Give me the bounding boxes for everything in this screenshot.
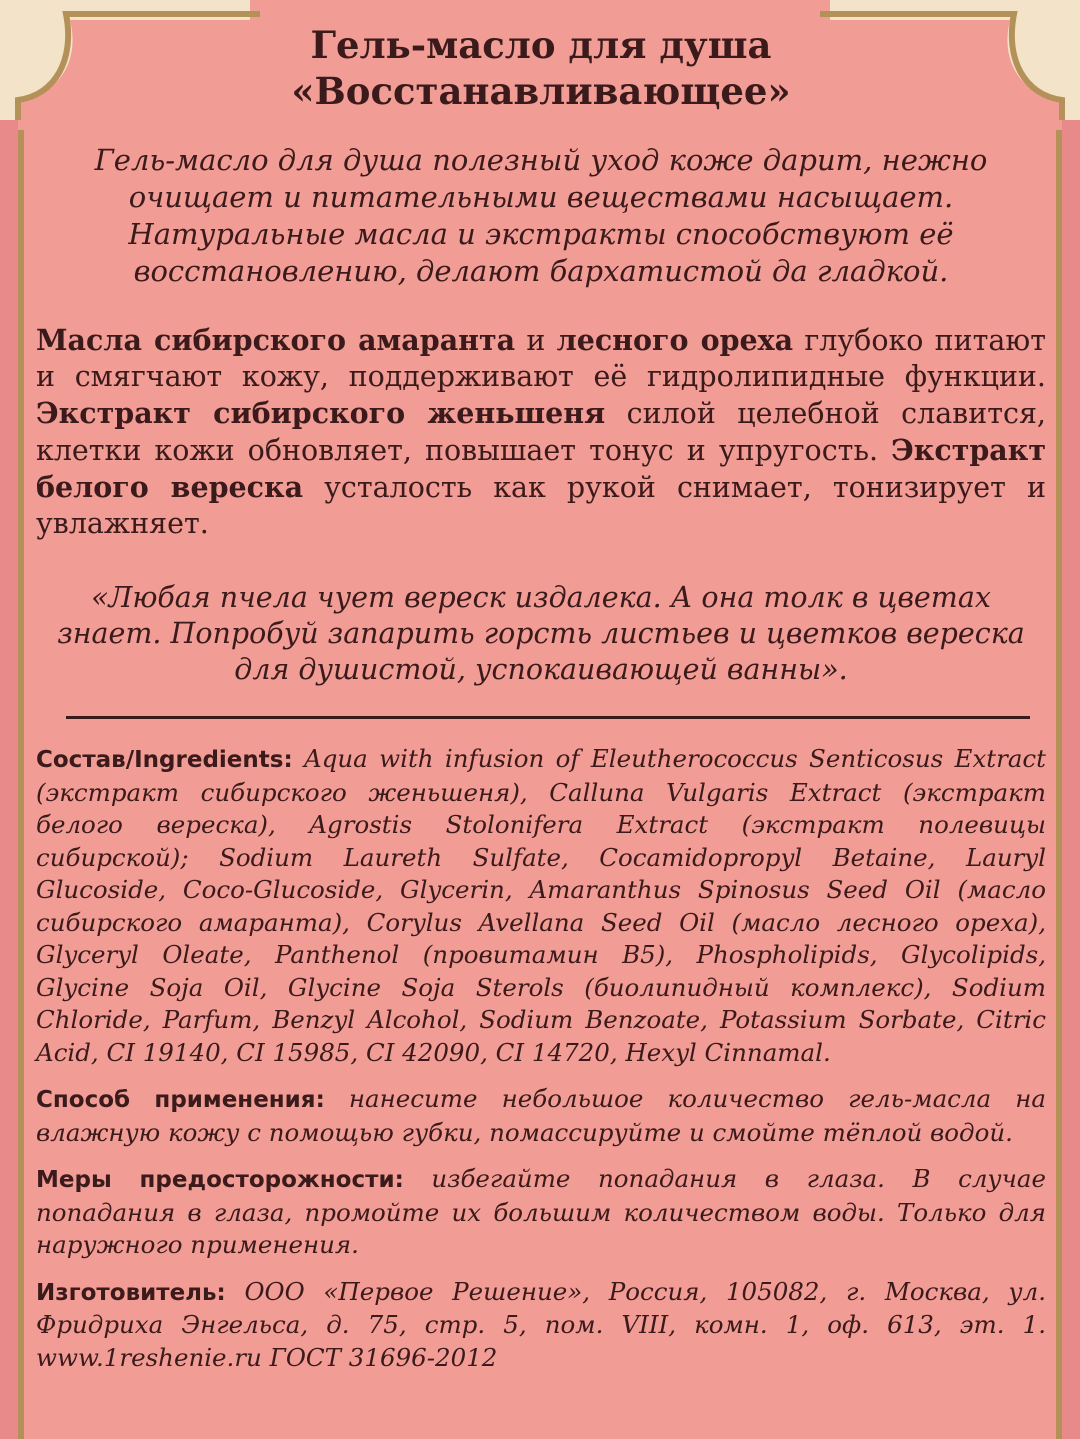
manufacturer-label: Изготовитель:	[36, 1279, 226, 1306]
ingredients-section	[36, 743, 1046, 1069]
benefit-amaranth-oil: Масла сибирского амаранта	[36, 323, 516, 357]
border-left	[18, 130, 24, 1439]
product-title	[36, 22, 1046, 114]
border-right	[1056, 130, 1062, 1439]
precautions-section	[36, 1163, 1046, 1262]
ingredients-text: Aqua with infusion of Eleutherococcus Senticosus Extract (экстракт сибирского женьшеня), Calluna Vulgaris Extract (экстракт белого вереска), Agrostis Stolonifera Extract (экстракт полевицы сибирской); Sodium Laureth Sulfate, Cocamidopropyl Betaine, Lauryl Glucoside, Coco-Glucoside, Glycerin, Amaranthus Spinosus Seed Oil (масло сибирского амаранта), Corylus Avellana Seed Oil (масло лесного ореха), Glyceryl Oleate, Panthenol (провитамин B5), Phospholipids, Glycolipids, Glycine Soja Oil, Glycine Soja Sterols (биолипидный комплекс), Sodium Chloride, Parfum, Benzyl Alcohol, Sodium Benzoate, Potassium Sorbate, Citric Acid, CI 19140, CI 15985, CI 42090, CI 14720, Hexyl Cinnamal.	[36, 744, 1046, 1067]
usage-text: нанесите небольшое количество гель-масла на влажную кожу с помощью губки, помассируйте и смойте тёплой водой.	[36, 1084, 1046, 1147]
benefit-heather-extract: Экстракт белого вереска	[36, 433, 1046, 504]
intro-text: Гель-масло для душа полезный уход коже дарит, нежно очищает и питательными веществами насыщает. Натуральные масла и экстракты способствуют её восстановлению, делают бархатистой да гладкой.	[94, 143, 988, 288]
ingredients-label: Состав/Ingredients:	[36, 747, 293, 773]
manufacturer-text: ООО «Первое Решение», Россия, 105082, г. Москва, ул. Фридриха Энгельса, д. 75, стр. 5, пом. VIII, комн. 1, оф. 613, эт. 1. www.1reshenie.ru ГОСТ 31696-2012	[36, 1276, 1046, 1372]
precautions-text: избегайте попадания в глаза. В случае попадания в глаза, промойте их большим количеством воды. Только для наружного применения.	[36, 1164, 1046, 1259]
precautions-label: Меры предосторожности:	[36, 1167, 404, 1193]
title-line-2: «Восстанавливающее»	[291, 69, 791, 113]
quote-text: «Любая пчела чует вереск издалека. А она толк в цветах знает. Попробуй запарить горсть листьев и цветков вереска для душистой, успокаивающей ванны».	[57, 581, 1025, 686]
label-content	[36, 0, 1046, 1374]
usage-label: Способ применения:	[36, 1087, 325, 1113]
benefit-hazelnut-oil: лесного ореха	[556, 323, 794, 357]
manufacturer-section	[36, 1276, 1046, 1375]
title-line-1: Гель-масло для душа	[310, 23, 772, 67]
benefit-ginseng-extract: Экстракт сибирского женьшеня	[36, 396, 606, 430]
divider	[66, 716, 1030, 719]
benefits-paragraph: Масла сибирского амаранта и лесного ореха глубоко питают и смягчают кожу, поддерживают её гидролипидные функции. Экстракт сибирского женьшеня силой целебной славится, клетки кожи обновляет, повышает тонус и упругость. Экстракт белого вереска усталость как рукой снимает, тонизирует и увлажняет.	[36, 323, 1046, 540]
usage-section	[36, 1083, 1046, 1149]
